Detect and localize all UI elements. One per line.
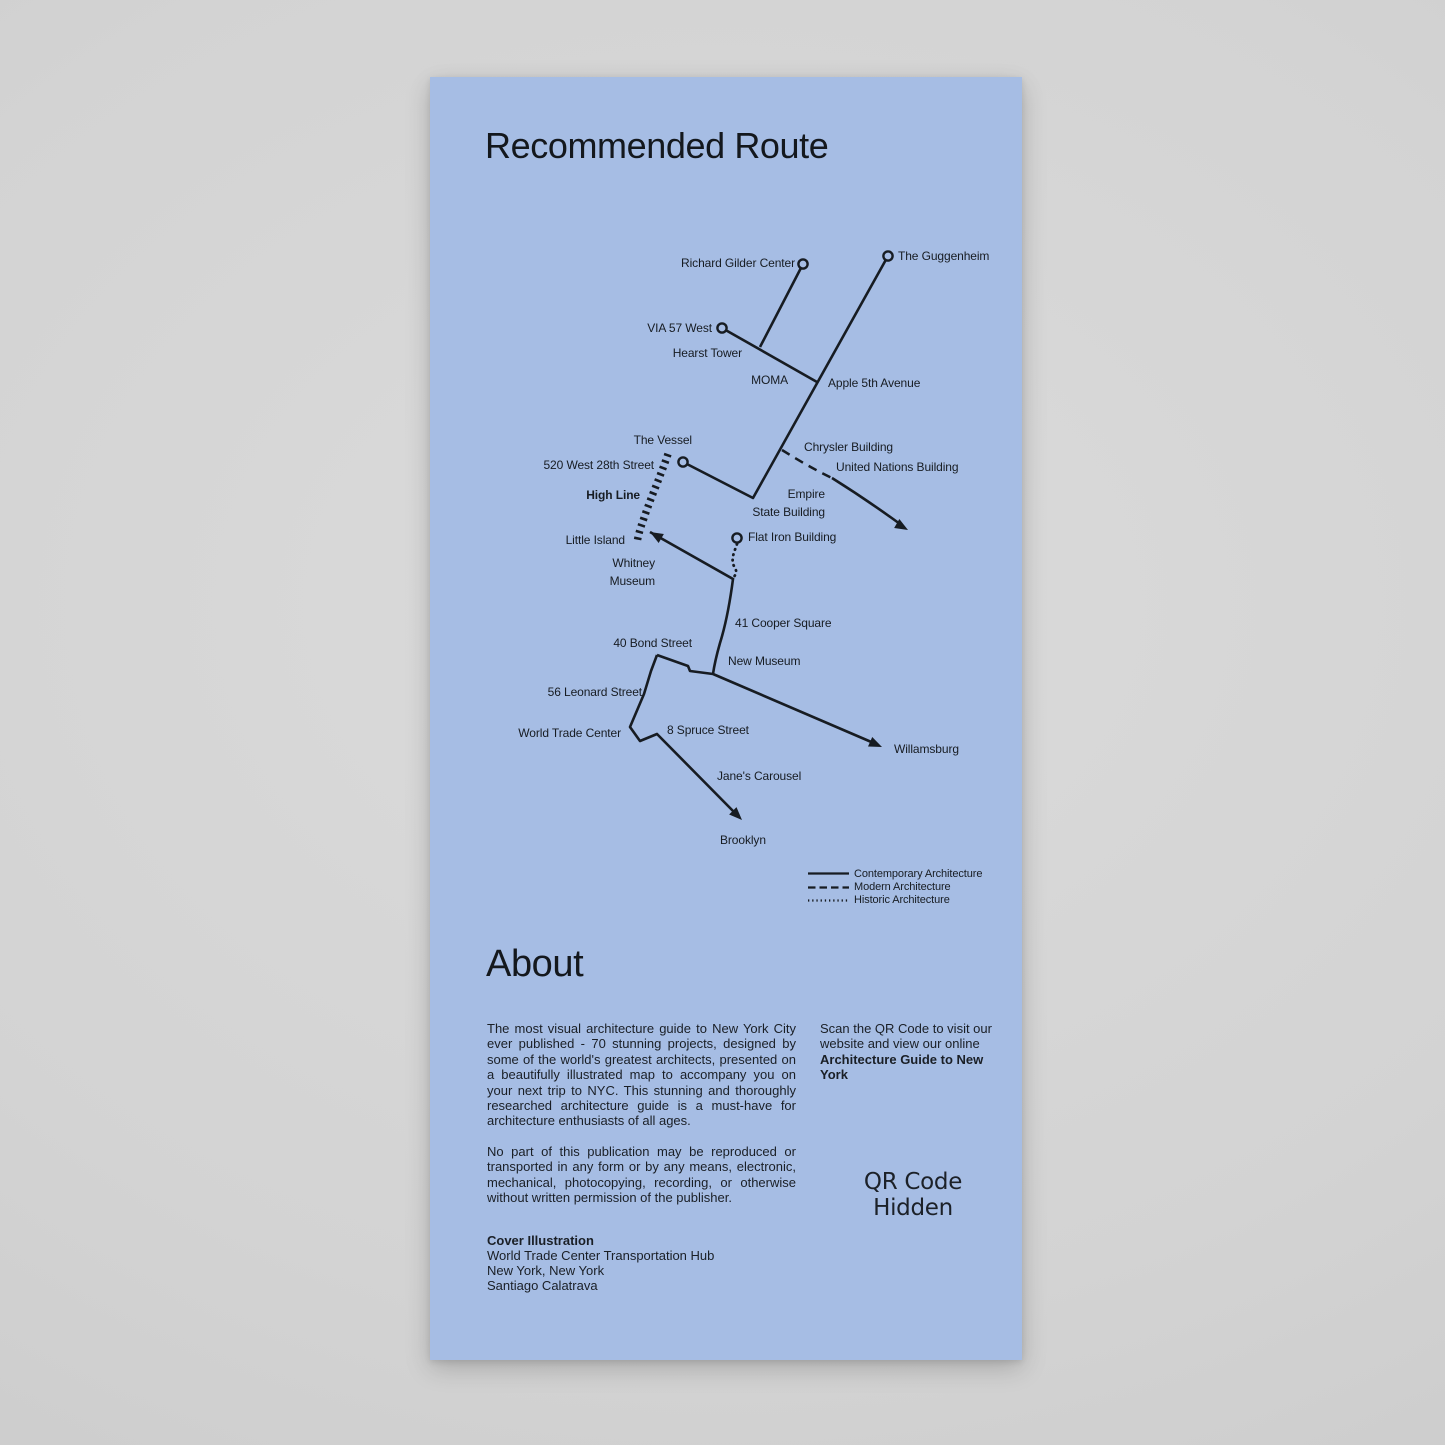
- map-label-world-trade: World Trade Center: [518, 726, 621, 740]
- map-label-richard-gilder: Richard Gilder Center: [681, 256, 795, 270]
- map-label-empire-state: [752, 485, 825, 521]
- map-label-hearst: Hearst Tower: [672, 346, 742, 360]
- about-paragraph-1: The most visual architecture guide to New York City ever published - 70 stunning projects, designed by some of the world's greatest architects, presented on a beautifully illustrated map to accompany you on your next trip to NYC. This stunning and thoroughly researched architecture guide is a must-have for architecture enthusiasts of all ages.: [487, 1021, 796, 1129]
- qr-scan-text: Scan the QR Code to visit our website and view our online: [820, 1021, 992, 1052]
- legend-line-solid-icon: [808, 871, 849, 876]
- route-flatiron-dotted: [733, 544, 737, 579]
- qr-placeholder-line1: QR Code: [863, 1169, 963, 1195]
- route-whitney-cooper: [650, 532, 733, 674]
- marker-guggenheim: [883, 251, 892, 260]
- map-label-brooklyn: Brooklyn: [720, 833, 766, 847]
- legend-line-dotted-icon: [808, 898, 849, 903]
- about-paragraph-2: No part of this publication may be reproduced or transported in any form or by any means, electronic, mechanical, photocopying, recording, or otherwise without written permission of the publisher.: [487, 1143, 796, 1206]
- about-right-column: [820, 1021, 1002, 1083]
- legend-line-dashed-icon: [808, 885, 849, 890]
- map-label-whitney-line2: Museum: [609, 574, 655, 588]
- map-label-empire-line2: State Building: [752, 505, 825, 519]
- map-label-moma: MOMA: [751, 373, 788, 387]
- map-label-united-nations: United Nations Building: [836, 460, 959, 474]
- arrow-willamsburg: [868, 737, 884, 752]
- arrow-whitney: [647, 527, 663, 543]
- map-label-whitney-line1: Whitney: [612, 556, 655, 570]
- map-label-guggenheim: The Guggenheim: [898, 249, 990, 263]
- map-label-bond-street: 40 Bond Street: [613, 636, 692, 650]
- about-heading: About: [486, 943, 584, 985]
- route-modern-tail: [832, 478, 900, 524]
- map-label-janes-carousel: Jane's Carousel: [717, 769, 802, 783]
- map-label-little-island: Little Island: [565, 533, 625, 547]
- map-label-cooper-square: 41 Cooper Square: [735, 616, 832, 630]
- map-label-leonard-street: 56 Leonard Street: [547, 685, 642, 699]
- legend-row-contemporary: [808, 867, 982, 880]
- map-label-apple5th: Apple 5th Avenue: [828, 376, 921, 390]
- map-label-highline: High Line: [586, 488, 640, 502]
- qr-scan-text-bold: Architecture Guide to New York: [820, 1051, 984, 1083]
- legend-label-contemporary: Contemporary Architecture: [854, 867, 983, 880]
- legend-row-historic: [808, 894, 982, 907]
- map-legend: [808, 867, 982, 907]
- route-map: [430, 77, 1022, 977]
- marker-flatiron: [732, 533, 741, 542]
- route-modern-dashed: [782, 450, 832, 478]
- credits-title: Cover Illustration: [487, 1233, 594, 1249]
- map-label-chrysler: Chrysler Building: [804, 440, 894, 454]
- map-label-willamsburg: Willamsburg: [894, 742, 959, 756]
- about-left-column: [487, 1021, 796, 1294]
- legend-label-modern: Modern Architecture: [854, 881, 951, 894]
- architecture-guide-poster: [430, 77, 1022, 1360]
- cover-illustration-credits: [487, 1234, 796, 1293]
- legend-row-modern: [808, 880, 982, 893]
- qr-placeholder-line2: Hidden: [873, 1195, 953, 1221]
- marker-richard-gilder: [798, 259, 807, 268]
- credits-line-1: World Trade Center Transportation Hub: [487, 1248, 715, 1264]
- legend-label-historic: Historic Architecture: [854, 894, 950, 907]
- map-label-520w28: 520 West 28th Street: [543, 458, 654, 472]
- credits-line-3: Santiago Calatrava: [487, 1277, 598, 1293]
- map-label-empire-line1: Empire: [787, 487, 825, 501]
- map-label-via57: VIA 57 West: [647, 321, 712, 335]
- credits-line-2: New York, New York: [487, 1263, 605, 1279]
- marker-vessel: [678, 457, 687, 466]
- map-label-flatiron: Flat Iron Building: [748, 530, 837, 544]
- map-label-spruce-street: 8 Spruce Street: [667, 723, 749, 737]
- map-label-whitney: [610, 554, 655, 590]
- marker-via57: [717, 323, 726, 332]
- map-label-vessel: The Vessel: [633, 433, 692, 447]
- map-label-new-museum: New Museum: [728, 654, 801, 668]
- page-title: Recommended Route: [485, 125, 829, 166]
- qr-code-placeholder: [830, 1169, 996, 1221]
- route-richard-gilder: [760, 264, 803, 347]
